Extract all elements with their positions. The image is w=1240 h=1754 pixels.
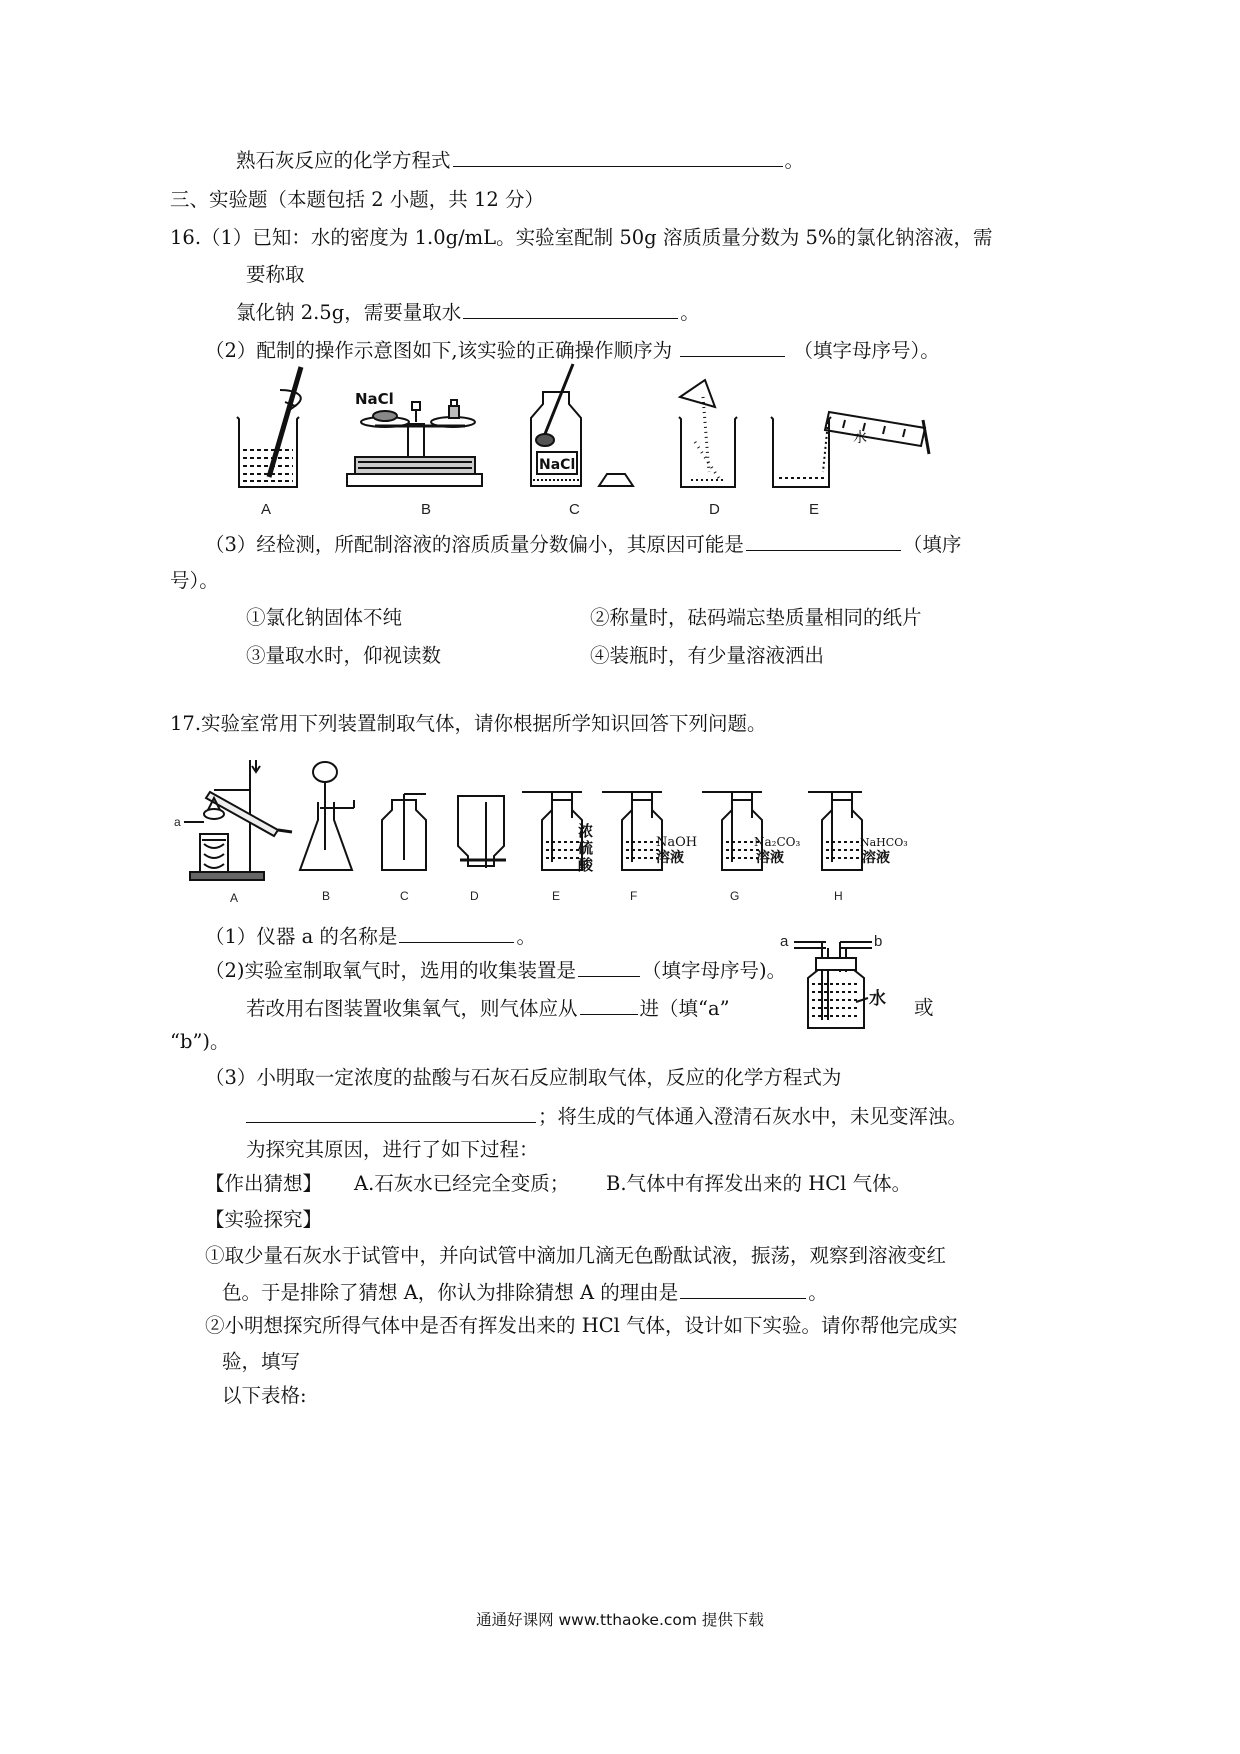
apparatus-label-f: F	[630, 889, 638, 903]
wash-bottle-f-icon	[602, 792, 662, 870]
answer-blank[interactable]	[463, 300, 678, 319]
option-3: ③量取水时，仰视读数	[246, 644, 442, 667]
q17-part2-or: 或	[914, 996, 934, 1019]
water-gas-bottle-figure	[776, 928, 896, 1034]
beaker-stirring-icon	[237, 367, 301, 487]
guess-title: 【作出猜想】	[205, 1172, 323, 1195]
q16-part1-line2: 要称取	[246, 263, 305, 286]
nacl-top-label: NaCl	[355, 390, 394, 408]
period: 。	[784, 149, 805, 172]
section-heading: 三、实验题（本题包括 2 小题，共 12 分）	[170, 188, 545, 211]
q17-part2-text: （2)实验室制取氧气时，选用的收集装置是	[205, 959, 577, 982]
page-footer: 通通好课网 www.tthaoke.com 提供下载	[476, 1611, 764, 1629]
explore-2-line3: 以下表格:	[222, 1384, 307, 1407]
apparatus-label-e: E	[552, 889, 561, 903]
q17-part2-text2: 若改用右图装置收集氧气，则气体应从	[246, 997, 578, 1020]
beaker-pour-solid-icon	[679, 380, 737, 487]
bottle-g-text-1: Na₂CO₃	[754, 835, 801, 849]
bottle-h-text-1: NaHCO₃	[860, 836, 908, 849]
wash-bottle-e-icon	[522, 792, 582, 870]
q16-part1-text: 氯化钠 2.5g，需要量取水	[236, 301, 462, 324]
q16-part1-line1: 16.（1）已知：水的密度为 1.0g/mL。实验室配制 50g 溶质质量分数为 5%的氯化钠溶液，需	[170, 226, 993, 249]
answer-blank[interactable]	[580, 996, 638, 1015]
bottle-g-text-2: 溶液	[756, 850, 784, 866]
q17-part1-line	[205, 924, 536, 948]
nacl-bottle-label: NaCl	[539, 457, 576, 473]
explore-2-line1: ②小明想探究所得气体中是否有挥发出来的 HCl 气体，设计如下实验。请你帮他完成实	[205, 1314, 958, 1337]
gas-bottle-down-icon	[458, 796, 506, 868]
q17-part3-line3: 为探究其原因，进行了如下过程：	[246, 1138, 539, 1161]
q17-part3-line1: （3）小明取一定浓度的盐酸与石灰石反应制取气体，反应的化学方程式为	[205, 1066, 842, 1089]
apparatus-label-a: A	[230, 891, 239, 905]
equation-prompt-line	[236, 148, 804, 172]
answer-blank[interactable]	[746, 532, 901, 551]
wash-bottle-g-icon	[702, 792, 762, 870]
solution-preparation-figure	[225, 362, 945, 524]
q17-part3-text2: ；将生成的气体通入澄清石灰水中，未见变浑浊。	[538, 1105, 968, 1128]
answer-blank[interactable]	[680, 1280, 806, 1299]
bottle-f-text-2: 溶液	[656, 850, 684, 866]
explore-2-line2: 验，填写	[222, 1350, 301, 1373]
gas-apparatus-figure	[170, 750, 908, 910]
cylinder-pour-water-icon	[771, 412, 929, 487]
equation-prompt-text: 熟石灰反应的化学方程式	[236, 149, 451, 172]
q17-part1-text: （1）仪器 a 的名称是	[205, 925, 398, 948]
q16-part3-text: （3）经检测，所配制溶液的溶质质量分数偏小，其原因可能是	[205, 533, 744, 556]
period: 。	[680, 301, 700, 324]
apparatus-a-label: a	[174, 815, 181, 829]
apparatus-label-d: D	[470, 889, 479, 903]
balance-scale-icon	[347, 400, 482, 486]
option-4: ④装瓶时，有少量溶液洒出	[590, 644, 825, 667]
heating-apparatus-icon	[184, 760, 292, 880]
bottle-f-text-1: NaOH	[656, 835, 698, 850]
q17-part2-line3: “b”)。	[170, 1030, 230, 1053]
conical-flask-icon	[300, 762, 354, 870]
bottle-h-text-2: 溶液	[862, 850, 890, 866]
bottle-e-text-2: 硫	[578, 839, 594, 857]
period: 。	[808, 1281, 828, 1304]
water-label: 水	[853, 430, 867, 446]
answer-blank[interactable]	[680, 338, 785, 357]
q16-part3-line	[205, 532, 961, 556]
side-fig-a: a	[780, 933, 789, 950]
side-fig-b: b	[874, 933, 883, 950]
apparatus-label-g: G	[730, 889, 740, 903]
explore-1-line1: ①取少量石灰水于试管中，并向试管中滴加几滴无色酚酞试液，振荡，观察到溶液变红	[205, 1244, 947, 1267]
period: 。	[516, 925, 536, 948]
q17-intro: 17.实验室常用下列装置制取气体，请你根据所学知识回答下列问题。	[170, 712, 767, 735]
bottle-e-text-1: 浓	[578, 822, 594, 840]
guess-b: B.气体中有挥发出来的 HCl 气体。	[606, 1172, 912, 1195]
option-1: ①氯化钠固体不纯	[246, 606, 403, 629]
bottle-e-text-3: 酸	[578, 856, 594, 874]
q17-part2-end: （填字母序号)。	[642, 959, 787, 982]
guess-a: A.石灰水已经完全变质；	[354, 1172, 570, 1195]
q16-part2-end: （填字母序号）。	[793, 339, 940, 362]
gas-bottle-up-icon	[382, 794, 426, 870]
q16-part3-end: （填序	[902, 533, 962, 556]
explore-1-line2	[222, 1280, 828, 1304]
apparatus-label-b: B	[322, 889, 331, 903]
explore-title: 【实验探究】	[205, 1208, 323, 1231]
q17-part2-line	[205, 958, 786, 982]
q17-part3-line2	[244, 1104, 967, 1128]
figure-label-e: E	[809, 501, 820, 518]
answer-blank[interactable]	[246, 1104, 536, 1123]
q16-part3-line2: 号）。	[170, 569, 219, 592]
q16-part1-line3	[236, 300, 700, 324]
apparatus-label-c: C	[400, 889, 409, 903]
answer-blank[interactable]	[578, 958, 640, 977]
q16-part2-line	[205, 338, 940, 362]
side-fig-water: 水	[869, 989, 886, 1009]
answer-blank[interactable]	[453, 148, 783, 167]
q16-part2-text: （2）配制的操作示意图如下,该实验的正确操作顺序为	[205, 339, 673, 362]
figure-label-c: C	[569, 501, 580, 518]
q17-part2-line2	[246, 996, 730, 1020]
apparatus-label-h: H	[834, 889, 843, 903]
wash-bottle-h-icon	[808, 792, 862, 870]
figure-label-d: D	[709, 501, 720, 518]
q17-part2-end2: 进（填“a”	[639, 997, 730, 1020]
option-2: ②称量时，砝码端忘垫质量相同的纸片	[590, 606, 922, 629]
figure-label-a: A	[261, 501, 272, 518]
explore-1-text: 色。于是排除了猜想 A，你认为排除猜想 A 的理由是	[222, 1281, 679, 1304]
figure-label-b: B	[421, 501, 432, 518]
answer-blank[interactable]	[399, 924, 514, 943]
